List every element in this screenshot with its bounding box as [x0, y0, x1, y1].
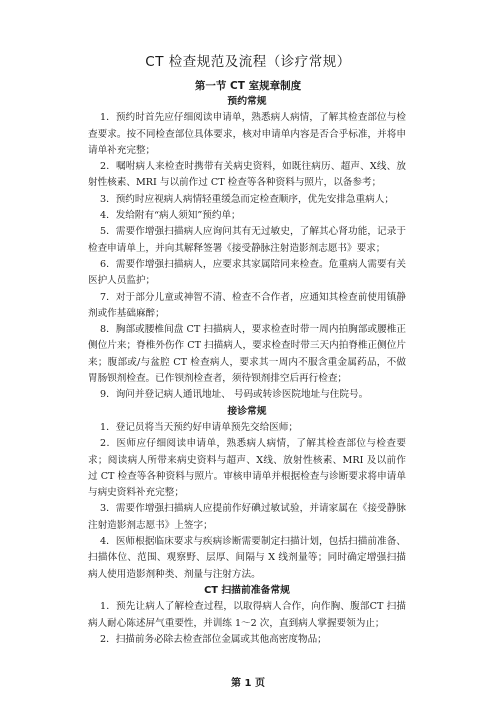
paragraph: 1．登记员将当天预约好申请单预先交给医师；: [100, 421, 298, 433]
paragraph: 3．预约时应视病人病情轻重缓急而定检查顺序，优先安排急重病人；: [100, 193, 394, 205]
paragraph: 1．预先让病人了解检查过程，以取得病人合作，向作胸、腹部CT 扫描病人耐心陈述屏气重要性，并训练 1～2 次，直到病人掌握要领为止；: [88, 601, 406, 629]
section-reception: [88, 404, 406, 583]
paragraph: 4．发给附有“病人须知”预约单；: [100, 210, 241, 222]
paragraph: 7．对于部分儿童或神智不清、检查不合作者，应通知其检查前使用镇静剂或作基础麻醉；: [88, 291, 406, 319]
section-appointment: [88, 94, 406, 404]
page-number: 第 1 页: [231, 678, 265, 689]
section-preparation: [88, 583, 406, 648]
paragraph: 1．预约时首先应仔细阅读申请单，熟悉病人病情，了解其检查部位与检查要求。按不同检查部位具体要求，核对申请单内容是否合乎标准，并将申请单补充完整；: [88, 112, 406, 156]
paragraph: 6．需要作增强扫描病人，应要求其家属陪同来检查。危重病人需要有关医护人员监护；: [88, 258, 406, 287]
section-heading: CT 扫描前准备常规: [204, 584, 290, 596]
document-body: [88, 94, 406, 648]
section-heading: 接诊常规: [227, 405, 267, 417]
paragraph: 8．胸部或腰椎间盘 CT 扫描病人，要求检查时带一周内拍胸部或腰椎正侧位片来；脊椎外伤作 CT 扫描病人，要求检查时带三天内拍脊椎正侧位片来；腹部或/与盆腔 CT 检查病人，要求其一周内不服含重金属药品，不做胃肠钡剂检查。已作钡剂检查者，须待钡剂排空后再行检查；: [88, 324, 406, 385]
section-heading: 预约常规: [227, 96, 267, 107]
paragraph: 2．嘱咐病人来检查时携带有关病史资料，如既往病历、超声、X线、放射性核素、MRI 与以前作过 CT 检查等各种资料与照片，以备参考；: [88, 161, 406, 189]
section-title: 第一节 CT 室规章制度: [194, 80, 302, 92]
paragraph: 4．医师根据临床要求与疾病诊断需要制定扫描计划，包括扫描前准备、扫描体位、范围、观察野、层厚、间隔与 X 线剂量等；同时确定增强扫描病人使用造影剂种类、剂量与注射方法。: [88, 536, 406, 580]
paragraph: 2．医师应仔细阅读申请单，熟悉病人病情，了解其检查部位与检查要求；阅读病人所带来病史资料与超声、X线、放射性核素、MRI 及以前作过 CT 检查等各种资料与照片。审核申请单并根据检查与诊断要求将申请单与病史资料补充完整；: [88, 438, 406, 499]
paragraph: 5．需要作增强扫描病人应询问其有无过敏史，了解其心肾功能，记录于检查申请单上，并向其解释签署《接受静脉注射造影剂志愿书》要求；: [88, 226, 406, 254]
paragraph: 2．扫描前务必除去检查部位金属或其他高密度物品；: [100, 633, 327, 645]
paragraph: 9．询问并登记病人通讯地址、 号码或转诊医院地址与住院号。: [100, 389, 369, 401]
paragraph: 3．需要作增强扫描病人应提前作好碘过敏试验，并请家属在《接受静脉注射造影剂志愿书》上签字；: [88, 503, 406, 531]
document-title: CT 检查规范及流程（诊疗常规）: [145, 54, 351, 70]
